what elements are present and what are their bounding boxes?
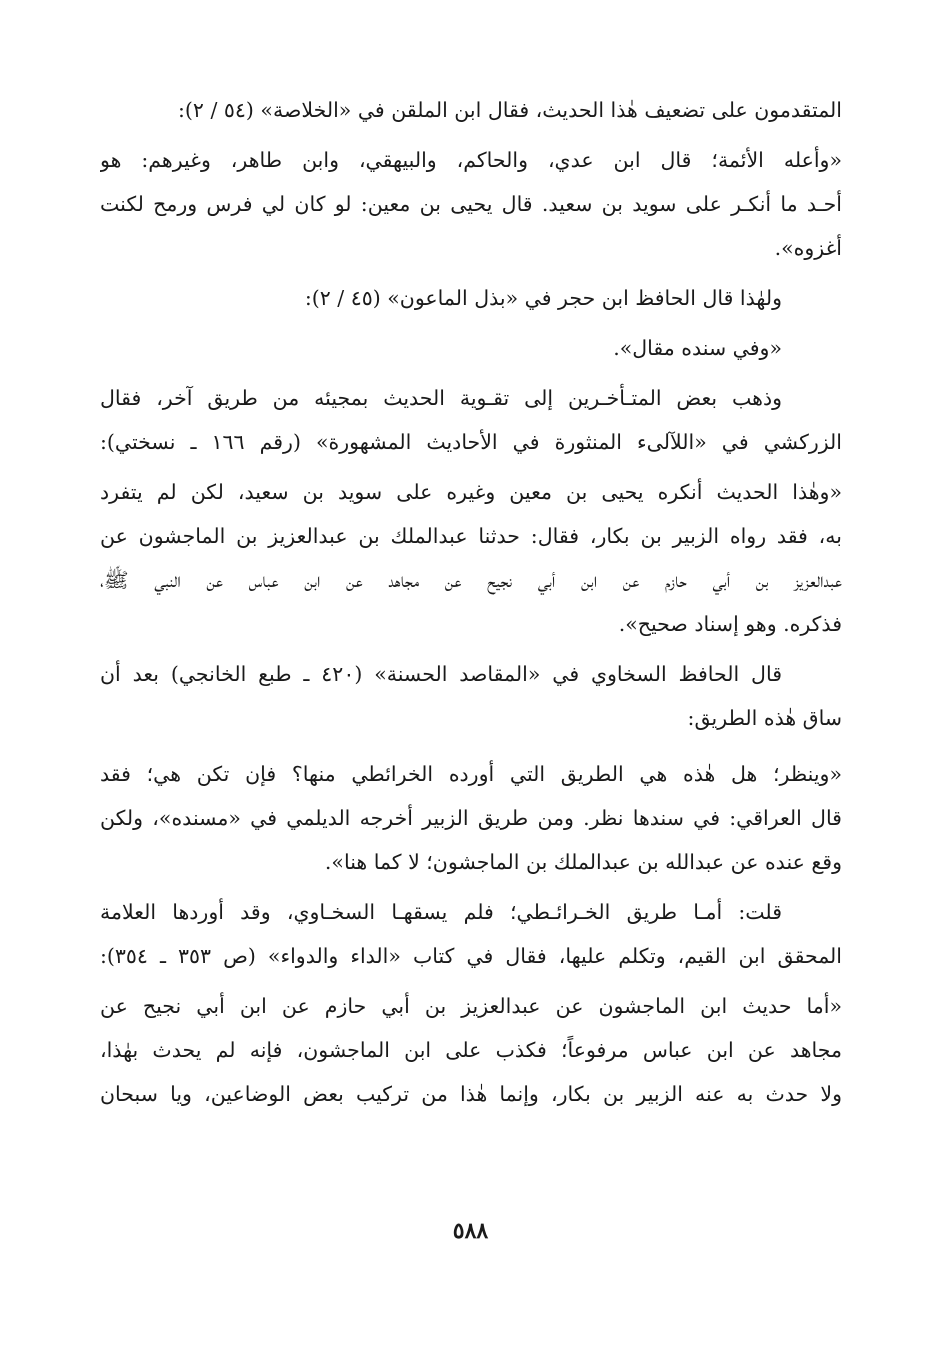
text-line: وقع عنده عن عبدالله بن عبدالملك بن الماجشون؛ لا كما هنا». xyxy=(324,850,842,874)
text-line: المتقدمون على تضعيف هٰذا الحديث، فقال ابن الملقن في «الخلاصة» (٥٤ / ٢): xyxy=(178,98,842,122)
paragraph-2 xyxy=(100,138,842,270)
text-line: المحقق ابن القيم، وتكلم عليها، فقال في كتاب «الداء والدواء» (ص ٣٥٣ ـ ٣٥٤): xyxy=(100,944,842,968)
page-number: ٥٨٨ xyxy=(452,1218,489,1244)
text-line: عبدالعزيز بن أبي حازم عن ابن أبي نجيح عن مجاهد عن ابن عباس عن النبي ﷺ، xyxy=(100,568,842,592)
paragraph-1 xyxy=(100,88,842,132)
paragraph-4 xyxy=(100,326,842,370)
paragraph-3 xyxy=(100,276,842,320)
text-line: قال الحافظ السخاوي في «المقاصد الحسنة» (٤٢٠ ـ طبع الخانجي) بعد أن xyxy=(100,662,782,686)
text-line: «وهٰذا الحديث أنكره يحيى بن معين وغيره على سويد بن سعيد، لكن لم يتفرد xyxy=(100,480,842,504)
text-line: مجاهد عن ابن عباس مرفوعاً؛ فكذب على ابن الماجشون، فإنه لم يحدث بهٰذا، xyxy=(100,1038,842,1062)
paragraph-6 xyxy=(100,470,842,646)
text-line: «وأعله الأئمة؛ قال ابن عدي، والحاكم، والبيهقي، وابن طاهر، وغيرهم: هو xyxy=(100,148,842,172)
text-line: «أما حديث ابن الماجشون عن عبدالعزيز بن أبي حازم عن ابن أبي نجيح عن xyxy=(100,994,842,1018)
text-line: «وينظر؛ هل هٰذه هي الطريق التي أورده الخرائطي منها؟ فإن تكن هي؛ فقد xyxy=(100,762,842,786)
text-line: قال العراقي: في سندها نظر. ومن طريق الزبير أخرجه الديلمي في «مسنده»، ولكن xyxy=(100,806,842,830)
paragraph-5 xyxy=(100,376,842,464)
text-line: «وفي سنده مقال». xyxy=(613,336,782,360)
text-line: فذكره. وهو إسناد صحيح». xyxy=(618,612,842,636)
text-line: أحـد ما أنكـر على سويد بن سعيد. قال يحيى بن معين: لو كان لي فرس ورمح لكنت xyxy=(100,192,842,216)
paragraph-9 xyxy=(100,890,842,978)
text-line: ولهٰذا قال الحافظ ابن حجر في «بذل الماعون» (٤٥ / ٢): xyxy=(304,286,782,310)
paragraph-8 xyxy=(100,752,842,884)
text-line: ولا حدث به عنه الزبير بن بكار، وإنما هٰذا من تركيب بعض الوضاعين، ويا سبحان xyxy=(100,1082,842,1106)
text-line: ساق هٰذه الطريق: xyxy=(687,706,842,730)
paragraph-10 xyxy=(100,984,842,1116)
text-line: الزركشي في «اللآلىء المنثورة في الأحاديث المشهورة» (رقم ١٦٦ ـ نسختي): xyxy=(100,430,842,454)
text-line: وذهب بعض المتـأخـرين إلى تقـوية الحديث بمجيئه من طريق آخر، فقال xyxy=(100,386,782,410)
paragraph-7 xyxy=(100,652,842,740)
page-body xyxy=(100,88,842,1116)
text-line: به، فقد رواه الزبير بن بكار، فقال: حدثنا عبدالملك بن عبدالعزيز بن الماجشون عن xyxy=(100,524,842,548)
text-line: قلت: أمـا طريق الخـرائـطي؛ فلم يسقهـا السخـاوي، وقد أوردها العلامة xyxy=(100,900,782,924)
text-line: أغزوه». xyxy=(774,236,842,260)
